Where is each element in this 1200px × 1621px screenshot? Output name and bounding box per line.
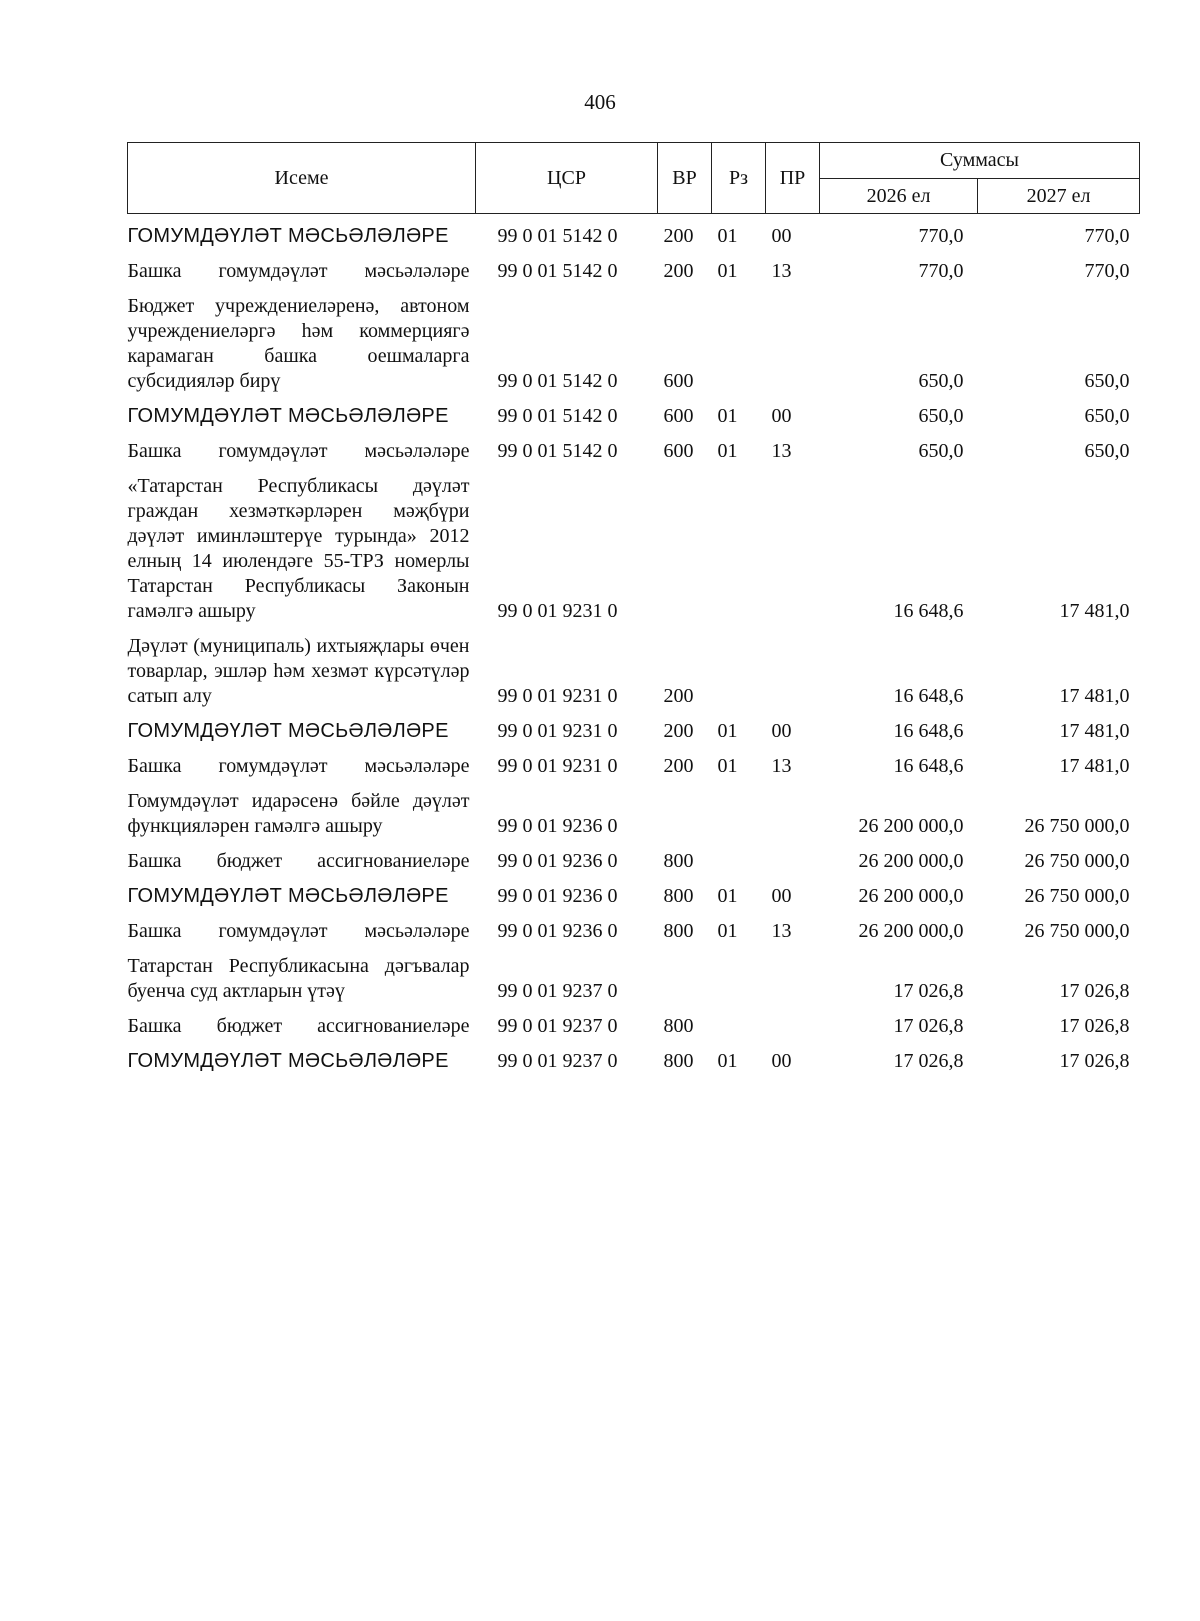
table-row (128, 919, 1140, 944)
row-csr: 99 0 01 9236 0 (497, 850, 618, 872)
row-spacer-cell (128, 909, 1140, 919)
header-year-2026: 2026 ел (820, 179, 978, 214)
row-vr: 800 (663, 920, 694, 942)
row-pr: 13 (771, 920, 792, 942)
row-rz: 01 (717, 225, 738, 247)
row-sum-2026: 16 648,6 (893, 685, 964, 707)
row-pr (766, 474, 820, 624)
row-name: ГОМУМДӘҮЛӘТ МӘСЬӘЛӘЛӘРЕ (127, 720, 449, 742)
row-sum-2026: 26 200 000,0 (858, 920, 964, 942)
row-sum-2027: 17 481,0 (1059, 720, 1130, 742)
row-csr: 99 0 01 5142 0 (497, 225, 618, 247)
row-sum-2027: 26 750 000,0 (1024, 920, 1130, 942)
row-csr: 99 0 01 9231 0 (497, 685, 618, 707)
row-spacer-cell (128, 284, 1140, 294)
header-vr: ВР (658, 143, 712, 214)
row-sum-2027: 26 750 000,0 (1024, 815, 1130, 837)
row-spacer-cell (128, 744, 1140, 754)
header-rz: Рз (712, 143, 766, 214)
row-spacer (128, 624, 1140, 634)
row-spacer (128, 394, 1140, 404)
row-vr (658, 789, 712, 839)
row-sum-2026: 26 200 000,0 (858, 850, 964, 872)
row-vr: 800 (663, 885, 694, 907)
row-name: Дәүләт (муниципаль) ихтыяҗлары өчен товарлар, эшләр һәм хезмәт күрсәтүләр сатып алу (127, 635, 470, 707)
table-body (128, 214, 1140, 1075)
row-sum-2026: 16 648,6 (893, 600, 964, 622)
row-sum-2026: 16 648,6 (893, 720, 964, 742)
row-vr: 200 (663, 260, 694, 282)
row-rz (712, 789, 766, 839)
row-sum-2027: 650,0 (1084, 370, 1130, 392)
row-sum-2026: 26 200 000,0 (858, 815, 964, 837)
row-sum-2027: 26 750 000,0 (1024, 850, 1130, 872)
table-row (128, 634, 1140, 709)
table-row (128, 259, 1140, 284)
row-csr: 99 0 01 5142 0 (497, 260, 618, 282)
row-name: Башка гомумдәүләт мәсьәләләре (127, 920, 470, 942)
row-csr: 99 0 01 9231 0 (497, 755, 618, 777)
row-sum-2027: 17 026,8 (1059, 980, 1130, 1002)
row-spacer (128, 464, 1140, 474)
row-rz: 01 (717, 920, 738, 942)
row-name: ГОМУМДӘҮЛӘТ МӘСЬӘЛӘЛӘРЕ (127, 885, 449, 907)
row-vr: 600 (663, 370, 694, 392)
row-csr: 99 0 01 9237 0 (497, 1015, 618, 1037)
row-rz: 01 (717, 405, 738, 427)
row-pr (766, 849, 820, 874)
row-name: Бюджет учреждениеләренә, автоном учреждениеләргә һәм коммерциягә карамаган башка оешмаларга субсидияләр бирү (127, 295, 470, 392)
table-row (128, 884, 1140, 909)
row-sum-2027: 17 481,0 (1059, 685, 1130, 707)
row-pr: 13 (771, 755, 792, 777)
row-spacer-cell (128, 1004, 1140, 1014)
row-pr: 00 (771, 225, 792, 247)
row-sum-2027: 17 026,8 (1059, 1050, 1130, 1072)
row-csr: 99 0 01 9231 0 (497, 720, 618, 742)
row-vr: 800 (663, 1050, 694, 1072)
header-pr: ПР (766, 143, 820, 214)
row-vr (658, 474, 712, 624)
table-header (128, 143, 1140, 214)
table-row (128, 294, 1140, 394)
row-spacer (128, 1004, 1140, 1014)
row-name: Татарстан Республикасына дәгъвалар буенча суд актларын үтәү (127, 955, 470, 1002)
row-spacer-cell (128, 214, 1140, 225)
row-spacer-cell (128, 944, 1140, 954)
row-sum-2026: 17 026,8 (893, 1015, 964, 1037)
row-vr: 200 (663, 225, 694, 247)
row-rz (712, 634, 766, 709)
row-vr: 200 (663, 755, 694, 777)
row-sum-2027: 770,0 (1084, 225, 1130, 247)
row-spacer (128, 214, 1140, 225)
row-sum-2026: 650,0 (918, 440, 964, 462)
row-sum-2026: 770,0 (918, 225, 964, 247)
row-spacer-cell (128, 779, 1140, 789)
row-sum-2026: 650,0 (918, 405, 964, 427)
table-row (128, 849, 1140, 874)
row-vr (658, 954, 712, 1004)
row-name: Башка гомумдәүләт мәсьәләләре (127, 755, 470, 777)
table-row (128, 954, 1140, 1004)
row-csr: 99 0 01 9231 0 (497, 600, 618, 622)
row-pr (766, 1014, 820, 1039)
row-csr: 99 0 01 5142 0 (497, 370, 618, 392)
row-pr: 13 (771, 260, 792, 282)
row-spacer (128, 429, 1140, 439)
row-name: Башка гомумдәүләт мәсьәләләре (127, 260, 470, 282)
row-sum-2027: 650,0 (1084, 440, 1130, 462)
header-name: Исеме (128, 143, 476, 214)
row-rz: 01 (717, 885, 738, 907)
row-spacer (128, 1039, 1140, 1049)
row-spacer-cell (128, 624, 1140, 634)
row-pr: 13 (771, 440, 792, 462)
row-spacer-cell (128, 1039, 1140, 1049)
row-spacer (128, 874, 1140, 884)
row-spacer (128, 249, 1140, 259)
row-sum-2027: 650,0 (1084, 405, 1130, 427)
row-name: «Татарстан Республикасы дәүләт граждан хезмәткәрләрен мәҗбүри дәүләт иминләштерүе турында» 2012 елның 14 июлендәге 55-ТРЗ номерлы Татарстан Республикасы Законын гамәлгә ашыру (127, 475, 470, 622)
table-row (128, 224, 1140, 249)
row-sum-2026: 17 026,8 (893, 980, 964, 1002)
row-spacer (128, 709, 1140, 719)
row-spacer-cell (128, 429, 1140, 439)
row-rz: 01 (717, 1050, 738, 1072)
row-sum-2027: 770,0 (1084, 260, 1130, 282)
row-pr: 00 (771, 885, 792, 907)
table-row (128, 754, 1140, 779)
row-rz (712, 474, 766, 624)
row-rz: 01 (717, 755, 738, 777)
header-sums: Суммасы (820, 143, 1140, 179)
row-spacer (128, 909, 1140, 919)
row-name: Башка бюджет ассигнованиеләре (127, 1015, 470, 1037)
row-vr: 200 (663, 720, 694, 742)
table-row (128, 474, 1140, 624)
table-row (128, 404, 1140, 429)
row-pr (766, 954, 820, 1004)
row-csr: 99 0 01 9237 0 (497, 980, 618, 1002)
budget-table (127, 142, 1140, 1074)
row-vr: 600 (663, 440, 694, 462)
row-sum-2026: 17 026,8 (893, 1050, 964, 1072)
row-csr: 99 0 01 9237 0 (497, 1050, 618, 1072)
row-sum-2027: 17 481,0 (1059, 600, 1130, 622)
row-name: ГОМУМДӘҮЛӘТ МӘСЬӘЛӘЛӘРЕ (127, 225, 449, 247)
row-csr: 99 0 01 9236 0 (497, 815, 618, 837)
row-vr: 800 (663, 1015, 694, 1037)
row-spacer-cell (128, 394, 1140, 404)
row-spacer (128, 284, 1140, 294)
row-name: Гомумдәүләт идарәсенә бәйле дәүләт функцияләрен гамәлгә ашыру (127, 790, 470, 837)
row-csr: 99 0 01 9236 0 (497, 885, 618, 907)
row-pr (766, 634, 820, 709)
row-pr (766, 294, 820, 394)
row-sum-2027: 26 750 000,0 (1024, 885, 1130, 907)
table-row (128, 1049, 1140, 1074)
row-name: ГОМУМДӘҮЛӘТ МӘСЬӘЛӘЛӘРЕ (127, 1050, 449, 1072)
row-name: Башка гомумдәүләт мәсьәләләре (127, 440, 470, 462)
row-sum-2026: 16 648,6 (893, 755, 964, 777)
row-pr: 00 (771, 720, 792, 742)
row-spacer (128, 839, 1140, 849)
row-csr: 99 0 01 5142 0 (497, 440, 618, 462)
header-year-2027: 2027 ел (978, 179, 1140, 214)
row-sum-2027: 17 481,0 (1059, 755, 1130, 777)
row-rz (712, 849, 766, 874)
row-sum-2026: 770,0 (918, 260, 964, 282)
row-spacer-cell (128, 839, 1140, 849)
row-rz: 01 (717, 260, 738, 282)
table-row (128, 1014, 1140, 1039)
row-name: ГОМУМДӘҮЛӘТ МӘСЬӘЛӘЛӘРЕ (127, 405, 449, 427)
row-csr: 99 0 01 9236 0 (497, 920, 618, 942)
row-name: Башка бюджет ассигнованиеләре (127, 850, 470, 872)
row-pr: 00 (771, 405, 792, 427)
table-row (128, 789, 1140, 839)
header-csr: ЦСР (476, 143, 658, 214)
row-vr: 600 (663, 405, 694, 427)
row-sum-2026: 26 200 000,0 (858, 885, 964, 907)
row-pr (766, 789, 820, 839)
row-vr: 800 (663, 850, 694, 872)
row-csr: 99 0 01 5142 0 (497, 405, 618, 427)
row-vr: 200 (663, 685, 694, 707)
row-pr: 00 (771, 1050, 792, 1072)
page-number: 406 (584, 90, 616, 114)
row-spacer (128, 744, 1140, 754)
row-spacer-cell (128, 874, 1140, 884)
row-rz: 01 (717, 720, 738, 742)
row-sum-2026: 650,0 (918, 370, 964, 392)
row-rz (712, 1014, 766, 1039)
row-rz (712, 954, 766, 1004)
row-rz (712, 294, 766, 394)
row-spacer-cell (128, 249, 1140, 259)
row-spacer (128, 779, 1140, 789)
row-rz: 01 (717, 440, 738, 462)
table-row (128, 439, 1140, 464)
row-spacer (128, 944, 1140, 954)
row-spacer-cell (128, 709, 1140, 719)
row-spacer-cell (128, 464, 1140, 474)
table-row (128, 719, 1140, 744)
row-sum-2027: 17 026,8 (1059, 1015, 1130, 1037)
